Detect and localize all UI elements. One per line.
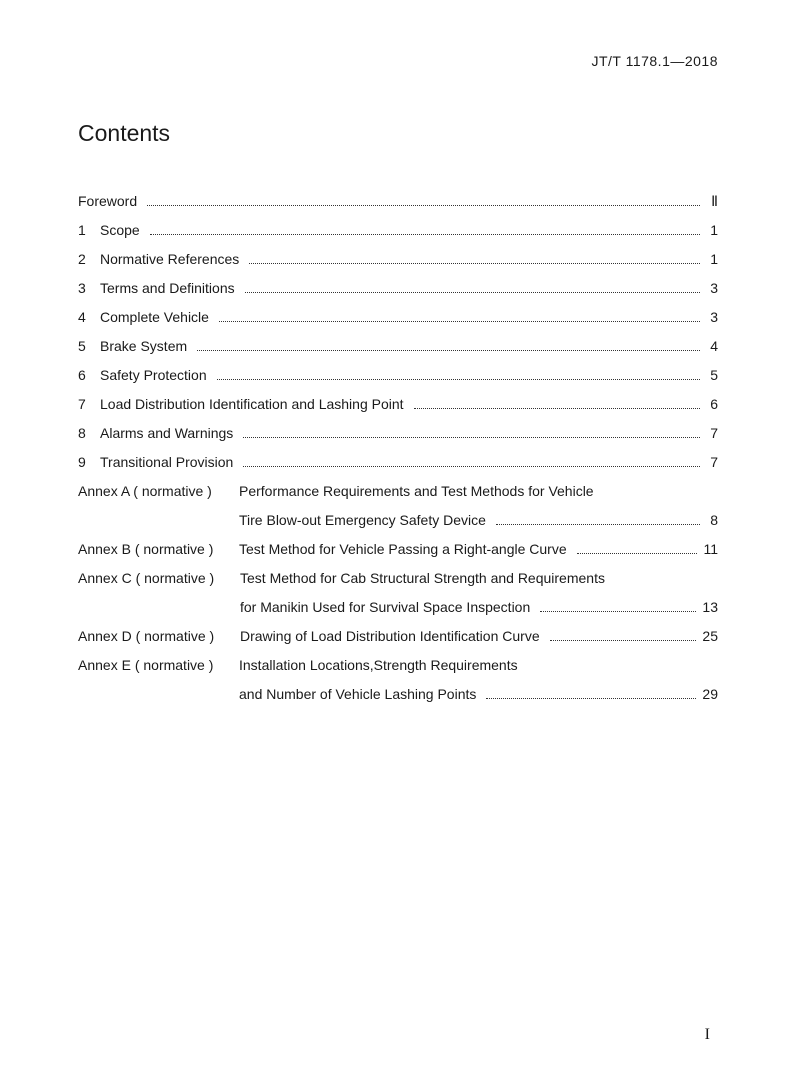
annex-title-line2: for Manikin Used for Survival Space Inspection [240,599,531,615]
toc-entry-load-distribution[interactable] [78,393,718,415]
toc-entry-terms-definitions[interactable] [78,277,718,299]
page-title: Contents [78,120,171,146]
toc-entry-complete-vehicle[interactable] [78,306,718,328]
dot-leader [577,553,698,554]
toc-entry-page: 7 [710,454,718,470]
toc-entry-page: 6 [710,396,718,412]
toc-annex-d[interactable] [78,625,718,647]
dot-leader [147,205,700,206]
toc-entry-page: 3 [710,280,718,296]
toc-entry-number: 5 [78,338,86,354]
toc-entry-page: 5 [710,367,718,383]
toc-entry-page: 1 [710,222,718,238]
toc-entry-text: Transitional Provision [100,454,234,470]
dot-leader [243,437,700,438]
toc-entry-text: Complete Vehicle [100,309,209,325]
annex-title-line1: Test Method for Vehicle Passing a Right-angle Curve [239,541,567,557]
annex-title-line1: Test Method for Cab Structural Strength and Requirements [240,570,605,586]
dot-leader [150,234,700,235]
dot-leader [217,379,700,380]
toc-entry-page: 1 [710,251,718,267]
annex-label: Annex C ( normative ) [78,570,215,586]
dot-leader [550,640,697,641]
toc-annex-e-cont[interactable] [78,683,718,705]
toc-entry-foreword[interactable] [78,190,718,212]
annex-title-line1: Drawing of Load Distribution Identification Curve [240,628,540,644]
toc-entry-page: Ⅱ [711,193,718,209]
annex-title-line2: and Number of Vehicle Lashing Points [239,686,477,702]
annex-label: Annex D ( normative ) [78,628,215,644]
dot-leader [540,611,696,612]
toc-entry-page: 11 [703,541,718,557]
toc-entry-page: 8 [710,512,718,528]
toc-entry-text: Load Distribution Identification and Lashing Point [100,396,404,412]
toc-entry-page: 13 [702,599,718,615]
toc-entry-page: 29 [702,686,718,702]
toc-annex-e[interactable] [78,654,718,676]
document-code: JT/T 1178.1—2018 [591,53,718,69]
page-number: I [704,1026,710,1043]
toc-entry-brake-system[interactable] [78,335,718,357]
dot-leader [249,263,700,264]
annex-title-line1: Installation Locations,Strength Requirements [239,657,518,673]
dot-leader [496,524,700,525]
toc-annex-b[interactable] [78,538,718,560]
toc-annex-c[interactable] [78,567,718,589]
toc-entry-number: 3 [78,280,86,296]
toc-entry-page: 3 [710,309,718,325]
annex-label: Annex B ( normative ) [78,541,214,557]
annex-label: Annex E ( normative ) [78,657,214,673]
toc-entry-alarms-warnings[interactable] [78,422,718,444]
toc-entry-number: 7 [78,396,86,412]
dot-leader [245,292,700,293]
toc-annex-a[interactable] [78,480,718,502]
toc-entry-text: Foreword [78,193,138,209]
toc-entry-number: 2 [78,251,86,267]
toc-entry-text: Terms and Definitions [100,280,235,296]
toc-entry-scope[interactable] [78,219,718,241]
toc-entry-text: Brake System [100,338,188,354]
dot-leader [197,350,700,351]
toc-annex-c-cont[interactable] [78,596,718,618]
annex-title-line2: Tire Blow-out Emergency Safety Device [239,512,486,528]
dot-leader [486,698,696,699]
dot-leader [243,466,700,467]
annex-label: Annex A ( normative ) [78,483,212,499]
toc-entry-page: 7 [710,425,718,441]
toc-annex-a-cont[interactable] [78,509,718,531]
toc-entry-number: 6 [78,367,86,383]
toc-entry-safety-protection[interactable] [78,364,718,386]
toc-entry-number: 1 [78,222,86,238]
toc-entry-text: Scope [100,222,140,238]
toc-entry-normative-references[interactable] [78,248,718,270]
toc-entry-number: 9 [78,454,86,470]
toc-entry-text: Safety Protection [100,367,207,383]
toc-entry-number: 4 [78,309,86,325]
dot-leader [414,408,700,409]
toc-entry-text: Normative References [100,251,240,267]
annex-title-line1: Performance Requirements and Test Methods for Vehicle [239,483,594,499]
toc-entry-page: 4 [710,338,718,354]
toc-entry-page: 25 [702,628,718,644]
toc-entry-transitional-provision[interactable] [78,451,718,473]
toc-entry-number: 8 [78,425,86,441]
dot-leader [219,321,700,322]
toc-entry-text: Alarms and Warnings [100,425,234,441]
